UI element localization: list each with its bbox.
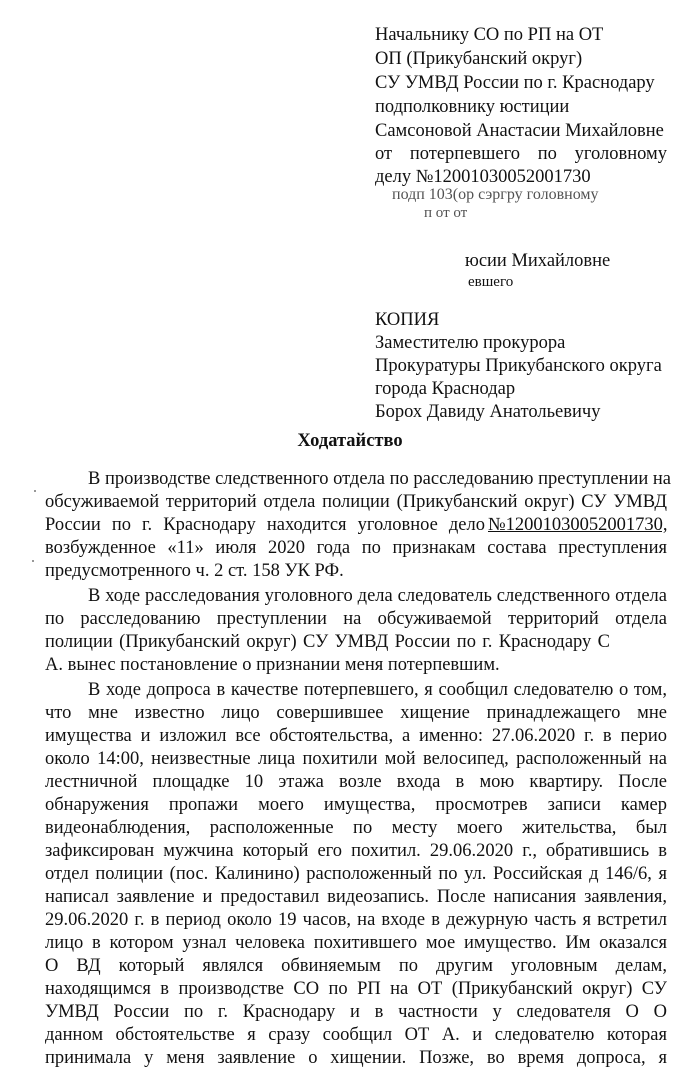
- overprint-text: евшего: [468, 274, 514, 290]
- addressee-line: Начальнику СО по РП на ОТ: [375, 25, 604, 45]
- text-line: В производстве следственного отдела по расследованию преступлении на: [88, 469, 671, 489]
- text-line: что мне известно лицо совершившее хищение принадлежащего мне: [45, 703, 667, 723]
- case-number: №12001030052001730,: [488, 515, 668, 535]
- text-line: возбужденное «11» июля 2020 года по признакам состава преступления: [45, 538, 667, 558]
- text-line: около 14:00, неизвестные лица похитили мой велосипед, расположенный на: [45, 749, 667, 769]
- text-line: находящимся в производстве СО по РП на ОТ (Прикубанский округ) СУ: [45, 979, 667, 999]
- scan-speck: [32, 560, 34, 562]
- text-line: написал заявление и предоставил видеозапись. После написания заявления,: [45, 887, 667, 907]
- addressee-line: ОП (Прикубанский округ): [375, 49, 583, 69]
- text-line: В ходе допроса в качестве потерпевшего, я сообщил следователю о том,: [88, 680, 667, 700]
- text-line: по расследованию преступлении на обсуживаемой территорий отдела: [45, 609, 667, 629]
- text-line: лестничной площадке 10 этажа возле входа в мою квартиру. После: [45, 772, 667, 792]
- text-line: имущества и изложил все обстоятельства, а именно: 27.06.2020 г. в перио: [45, 726, 667, 746]
- copy-line: города Краснодар: [375, 379, 516, 399]
- text-line: 29.06.2020 г. в период около 19 часов, на входе в дежурную часть я встретил: [45, 910, 667, 930]
- text-line: предусмотренного ч. 2 ст. 158 УК РФ.: [45, 561, 344, 581]
- text-line: А. вынес постановление о признании меня потерпевшим.: [45, 655, 500, 675]
- addressee-line: Самсоновой Анастасии Михайловне: [375, 121, 664, 141]
- overprint-text: юсии Михайловне: [465, 251, 611, 271]
- text-line: УМВД России по г. Краснодару и в частности у следователя О О: [45, 1002, 667, 1022]
- addressee-line: СУ УМВД России по г. Краснодару: [375, 73, 655, 93]
- text-line: России по г. Краснодару находится уголовное дело: [45, 515, 485, 535]
- copy-label: КОПИЯ: [375, 310, 440, 330]
- copy-line: Прокуратуры Прикубанского округа: [375, 356, 662, 376]
- scan-speck: [34, 490, 36, 492]
- document-title: Ходатайство: [297, 431, 403, 451]
- text-line: отдел полиции (пос. Калинино) расположенный по ул. Российская д 146/6, я: [45, 864, 667, 884]
- overprint-text: п от от: [424, 205, 468, 221]
- addressee-line: делу №12001030052001730: [375, 167, 591, 187]
- text-line: зафиксирован мужчина который его похитил. 29.06.2020 г., обратившись в: [45, 841, 667, 861]
- text-line: полиции (Прикубанский округ) СУ УМВД России по г. Краснодару С: [45, 632, 610, 652]
- text-line: обнаружения пропажи моего имущества, просмотрев записи камер: [45, 795, 667, 815]
- text-line: В ходе расследования уголовного дела следователь следственного отдела: [88, 586, 667, 606]
- text-line: обсуживаемой территорий отдела полиции (Прикубанский округ) СУ УМВД: [45, 492, 667, 512]
- text-line: О ВД который являлся обвиняемым по другим уголовным делам,: [45, 956, 667, 976]
- copy-line: Заместителю прокурора: [375, 333, 566, 353]
- addressee-line: подполковнику юстиции: [375, 97, 570, 117]
- copy-line: Борох Давиду Анатольевичу: [375, 402, 601, 422]
- addressee-line: от потерпевшего по уголовному: [375, 144, 667, 164]
- text-line: данном обстоятельстве я сразу сообщил ОТ А. и следователю которая: [45, 1025, 667, 1045]
- text-line: принимала у меня заявление о хищении. Позже, во время допроса, я: [45, 1048, 667, 1068]
- overprint-text: подп 103(ор сэргру головному: [392, 186, 599, 203]
- text-line: лицо в котором узнал человека похитившего мое имущество. Им оказался: [45, 933, 667, 953]
- text-line: видеонаблюдения, расположенные по месту моего жительства, был: [45, 818, 667, 838]
